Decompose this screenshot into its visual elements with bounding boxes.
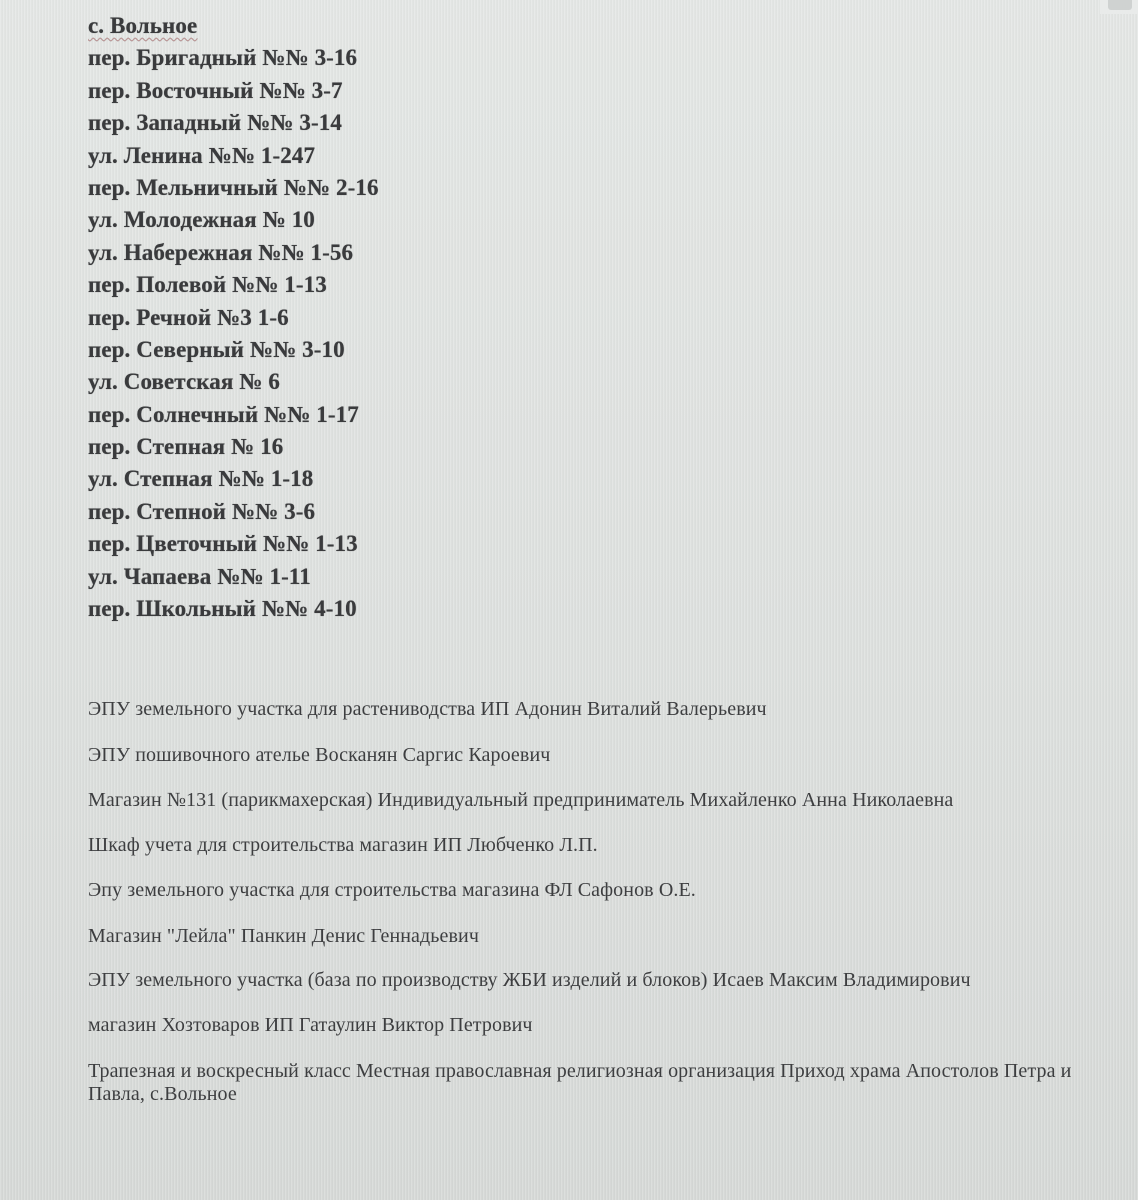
address-line: ул. Набережная №№ 1-56: [88, 239, 354, 265]
address-line: пер. Восточный №№ 3-7: [88, 77, 343, 103]
address-line: пер. Речной №3 1-6: [88, 304, 289, 330]
consumer-entry: Эпу земельного участка для строительства магазина ФЛ Сафонов О.Е.: [88, 879, 696, 901]
consumer-entry: Магазин №131 (парикмахерская) Индивидуальный предприниматель Михайленко Анна Николаевна: [88, 789, 954, 811]
address-line: пер. Школьный №№ 4-10: [88, 596, 357, 622]
address-line: пер. Солнечный №№ 1-17: [88, 401, 359, 427]
address-list: [88, 10, 379, 625]
address-line: пер. Степной №№ 3-6: [88, 498, 316, 524]
consumer-entries: [88, 698, 1088, 1130]
address-line: пер. Мельничный №№ 2-16: [88, 174, 379, 200]
consumer-entry: Магазин "Лейла" Панкин Денис Геннадьевич: [88, 925, 480, 947]
consumer-entry: ЭПУ пошивочного ателье Восканян Саргис Кароевич: [88, 744, 551, 766]
address-line: ул. Советская № 6: [88, 369, 280, 395]
address-line: пер. Цветочный №№ 1-13: [88, 531, 358, 557]
address-line: ул. Молодежная № 10: [88, 207, 315, 233]
consumer-entry: ЭПУ земельного участка (база по производству ЖБИ изделий и блоков) Исаев Максим Владимирович: [88, 969, 971, 991]
address-line: ул. Ленина №№ 1-247: [88, 142, 316, 168]
address-line: ул. Чапаева №№ 1-11: [88, 563, 311, 589]
address-line: пер. Степная № 16: [88, 434, 284, 460]
scrollbar-track[interactable]: [1100, 0, 1138, 14]
address-line: пер. Бригадный №№ 3-16: [88, 45, 358, 71]
village-header: с. Вольное: [88, 13, 198, 38]
consumer-entry: Трапезная и воскресный класс Местная православная религиозная организация Приход храма Апостолов Петра и Павла, с.Вольное: [88, 1060, 1072, 1105]
consumer-entry: магазин Хозтоваров ИП Гатаулин Виктор Петрович: [88, 1014, 533, 1036]
address-line: пер. Северный №№ 3-10: [88, 336, 345, 362]
address-line: пер. Западный №№ 3-14: [88, 110, 342, 136]
scrollbar-thumb[interactable]: [1108, 0, 1132, 10]
consumer-entry: ЭПУ земельного участка для растениводства ИП Адонин Виталий Валерьевич: [88, 698, 767, 720]
consumer-entry: Шкаф учета для строительства магазин ИП Любченко Л.П.: [88, 834, 598, 856]
address-line: пер. Полевой №№ 1-13: [88, 272, 327, 298]
address-line: ул. Степная №№ 1-18: [88, 466, 314, 492]
